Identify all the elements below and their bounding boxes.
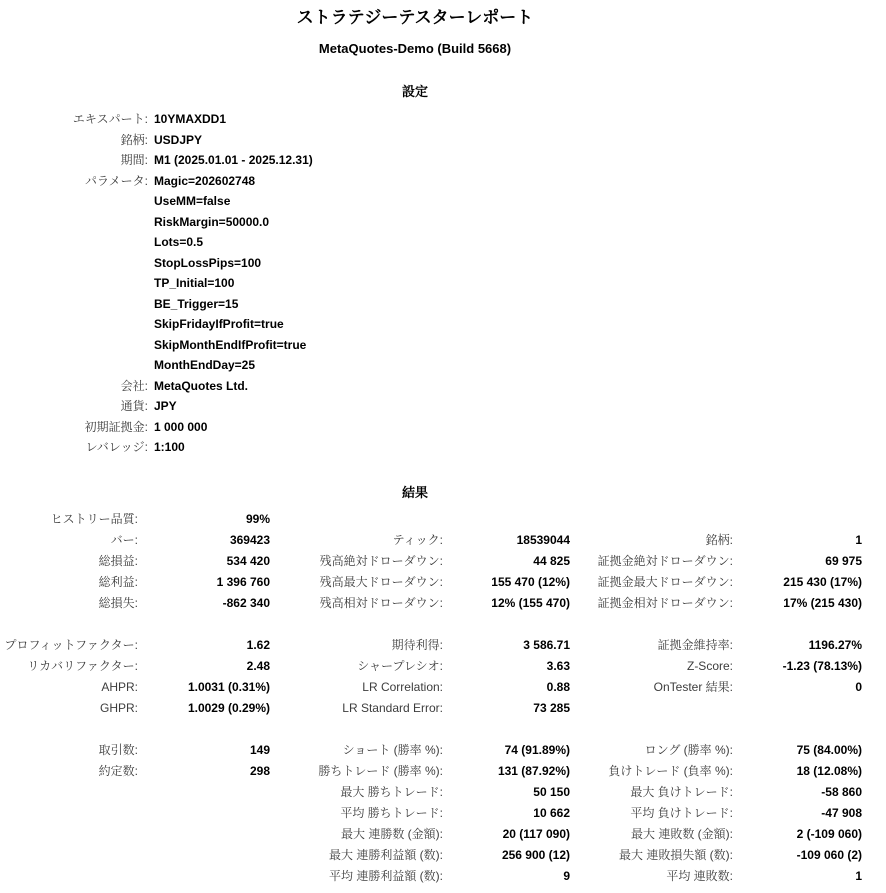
result-value — [443, 509, 570, 530]
result-row — [0, 530, 862, 551]
result-label: 最大 勝ちトレード: — [340, 784, 443, 799]
settings-value: SkipMonthEndIfProfit=true — [154, 337, 307, 352]
result-row — [0, 698, 862, 719]
settings-row — [0, 150, 844, 171]
result-row — [0, 572, 862, 593]
result-value: 1196.27% — [808, 637, 862, 652]
settings-label: 期間: — [120, 153, 148, 167]
result-value — [138, 803, 270, 824]
settings-row — [0, 191, 844, 212]
settings-row — [0, 314, 844, 335]
result-label: 残高相対ドローダウン: — [319, 595, 443, 610]
result-label: ティック: — [392, 532, 443, 547]
settings-row — [0, 376, 844, 397]
settings-row — [0, 212, 844, 233]
settings-label — [0, 314, 148, 335]
result-value — [138, 866, 270, 887]
settings-section-header: 設定 — [401, 84, 428, 99]
settings-label — [0, 355, 148, 376]
result-label: 勝ちトレード (勝率 %): — [318, 763, 443, 778]
result-row — [0, 761, 862, 782]
settings-row — [0, 232, 844, 253]
result-value: 2 (-109 060) — [796, 826, 862, 841]
result-value: -58 860 — [821, 784, 862, 799]
settings-label: 銘柄: — [120, 132, 148, 147]
result-value: 9 — [563, 868, 570, 883]
result-label — [0, 824, 138, 845]
result-label — [570, 698, 733, 719]
result-value: 1 — [855, 868, 862, 883]
result-label: ショート (勝率 %): — [342, 742, 443, 757]
settings-label: 初期証拠金: — [84, 419, 148, 434]
settings-value: Lots=0.5 — [154, 235, 204, 249]
result-row — [0, 803, 862, 824]
settings-value: TP_Initial=100 — [154, 276, 235, 290]
result-label: 平均 連勝利益額 (数): — [329, 868, 443, 883]
result-value: 1 396 760 — [216, 574, 270, 589]
settings-value: 10YMAXDD1 — [154, 112, 227, 126]
result-label: リカバリファクター: — [27, 658, 138, 673]
settings-value: M1 (2025.01.01 - 2025.12.31) — [154, 153, 313, 167]
spacer-cell — [0, 719, 862, 740]
result-label: Z-Score: — [686, 658, 733, 673]
result-label: 平均 勝ちトレード: — [340, 805, 443, 820]
results-section-header: 結果 — [401, 484, 428, 500]
result-value: 10 662 — [533, 805, 570, 820]
settings-value: StopLossPips=100 — [154, 255, 262, 270]
result-label: 負けトレード (負率 %): — [608, 763, 733, 778]
settings-value: RiskMargin=50000.0 — [154, 214, 270, 229]
result-label: 取引数: — [98, 742, 138, 757]
result-label: ヒストリー品質: — [50, 511, 138, 526]
result-row — [0, 509, 862, 530]
result-value: -1.23 (78.13%) — [782, 658, 862, 673]
result-row — [0, 824, 862, 845]
result-label: 証拠金絶対ドローダウン: — [597, 553, 733, 568]
results-group-spacer — [0, 719, 862, 740]
result-label — [0, 845, 138, 866]
results-table — [0, 509, 862, 887]
result-value: -109 060 (2) — [796, 847, 862, 862]
result-label: LR Standard Error: — [342, 700, 443, 715]
result-label: 最大 連勝数 (金額): — [341, 826, 443, 841]
settings-value: BE_Trigger=15 — [154, 296, 239, 311]
result-value: 50 150 — [533, 784, 570, 799]
result-label: 証拠金維持率: — [657, 637, 733, 652]
result-value: 74 (91.89%) — [504, 742, 570, 757]
result-value: 215 430 (17%) — [783, 574, 862, 589]
result-label: シャープレシオ: — [357, 658, 443, 673]
result-row — [0, 551, 862, 572]
settings-row — [0, 130, 844, 151]
result-value: 99% — [245, 511, 270, 526]
settings-value: 1 000 000 — [154, 419, 208, 434]
settings-row — [0, 253, 844, 274]
settings-value: 1:100 — [154, 440, 185, 454]
result-value: 20 (117 090) — [502, 826, 570, 841]
result-label: 銘柄: — [705, 532, 733, 547]
result-row — [0, 677, 862, 698]
result-value: 73 285 — [533, 700, 570, 715]
result-label: 最大 連敗数 (金額): — [631, 826, 733, 841]
result-value: 0 — [855, 679, 862, 694]
settings-value: UseMM=false — [154, 194, 231, 208]
server-build-subtitle: MetaQuotes-Demo (Build 5668) — [318, 41, 512, 56]
result-value: 155 470 (12%) — [491, 574, 570, 589]
settings-row — [0, 335, 844, 356]
result-label: 最大 負けトレード: — [630, 784, 733, 799]
result-label: AHPR: — [101, 679, 138, 694]
result-value — [138, 782, 270, 803]
settings-label — [0, 212, 148, 233]
result-value — [138, 824, 270, 845]
result-value — [733, 509, 862, 530]
result-label: 総損失: — [98, 595, 138, 610]
result-label: 総利益: — [98, 574, 138, 589]
result-label: 総損益: — [98, 553, 138, 568]
result-value: 17% (215 430) — [783, 595, 862, 610]
result-label: 証拠金最大ドローダウン: — [597, 574, 733, 589]
results-group-spacer — [0, 614, 862, 635]
result-label: 残高絶対ドローダウン: — [319, 553, 443, 568]
result-row — [0, 782, 862, 803]
result-value: -47 908 — [821, 805, 862, 820]
settings-row — [0, 294, 844, 315]
settings-label — [0, 335, 148, 356]
result-value: 1.0031 (0.31%) — [187, 679, 270, 694]
result-value: 369423 — [229, 532, 270, 547]
result-value: 0.88 — [546, 679, 570, 694]
result-label: 平均 連敗数: — [666, 868, 733, 883]
result-value — [138, 845, 270, 866]
result-label: 平均 負けトレード: — [630, 805, 733, 820]
result-label: GHPR: — [99, 700, 138, 715]
settings-value: SkipFridayIfProfit=true — [154, 317, 284, 331]
result-row — [0, 635, 862, 656]
result-value: 2.48 — [246, 658, 270, 673]
result-value: 534 420 — [226, 553, 270, 568]
result-label — [0, 782, 138, 803]
spacer-cell — [0, 614, 862, 635]
settings-label: 会社: — [120, 378, 148, 393]
result-row — [0, 593, 862, 614]
result-value: 298 — [249, 763, 270, 778]
result-value: 131 (87.92%) — [497, 763, 570, 778]
settings-label — [0, 232, 148, 253]
result-label: 最大 連敗損失額 (数): — [619, 847, 733, 862]
settings-row — [0, 109, 844, 130]
result-row — [0, 845, 862, 866]
settings-row — [0, 437, 844, 458]
settings-table — [0, 109, 844, 458]
result-label: 約定数: — [98, 763, 138, 778]
result-value: 12% (155 470) — [491, 595, 570, 610]
result-label — [570, 509, 733, 530]
settings-value: JPY — [154, 399, 177, 413]
result-label — [270, 509, 443, 530]
result-row — [0, 866, 862, 887]
result-value: 18539044 — [516, 532, 570, 547]
result-label: OnTester 結果: — [653, 679, 733, 694]
result-label — [0, 803, 138, 824]
settings-label: 通貨: — [120, 399, 148, 413]
result-label: ロング (勝率 %): — [644, 742, 733, 757]
result-label — [0, 866, 138, 887]
settings-label — [0, 253, 148, 274]
result-label: 期待利得: — [391, 637, 443, 652]
settings-value: USDJPY — [154, 132, 203, 147]
settings-label: レバレッジ: — [85, 440, 148, 454]
settings-value: MonthEndDay=25 — [154, 358, 256, 372]
result-value: 1 — [855, 532, 862, 547]
settings-label — [0, 191, 148, 212]
result-label: 証拠金相対ドローダウン: — [597, 595, 733, 610]
result-value: 44 825 — [533, 553, 570, 568]
result-value: -862 340 — [222, 595, 270, 610]
settings-label: エキスパート: — [72, 112, 148, 126]
result-label: 残高最大ドローダウン: — [319, 574, 443, 589]
settings-label: パラメータ: — [85, 173, 148, 188]
settings-label — [0, 273, 148, 294]
settings-row — [0, 355, 844, 376]
settings-label — [0, 294, 148, 315]
settings-row — [0, 171, 844, 192]
result-label: LR Correlation: — [362, 679, 443, 694]
settings-row — [0, 396, 844, 417]
settings-row — [0, 417, 844, 438]
result-value: 69 975 — [825, 553, 862, 568]
result-value: 149 — [249, 742, 270, 757]
result-value: 18 (12.08%) — [796, 763, 862, 778]
result-value: 75 (84.00%) — [796, 742, 862, 757]
result-label: 最大 連勝利益額 (数): — [329, 847, 443, 862]
result-label: バー: — [110, 532, 138, 547]
settings-value: MetaQuotes Ltd. — [154, 378, 249, 393]
result-row — [0, 656, 862, 677]
settings-value: Magic=202602748 — [154, 173, 256, 188]
settings-row — [0, 273, 844, 294]
result-row — [0, 740, 862, 761]
result-value: 1.0029 (0.29%) — [187, 700, 270, 715]
result-value — [733, 698, 862, 719]
result-value: 3 586.71 — [523, 637, 570, 652]
result-value: 3.63 — [546, 658, 570, 673]
result-label: プロフィットファクター: — [4, 637, 138, 652]
report-title: ストラテジーテスターレポート — [296, 8, 534, 27]
result-value: 256 900 (12) — [501, 847, 570, 862]
result-value: 1.62 — [246, 637, 270, 652]
